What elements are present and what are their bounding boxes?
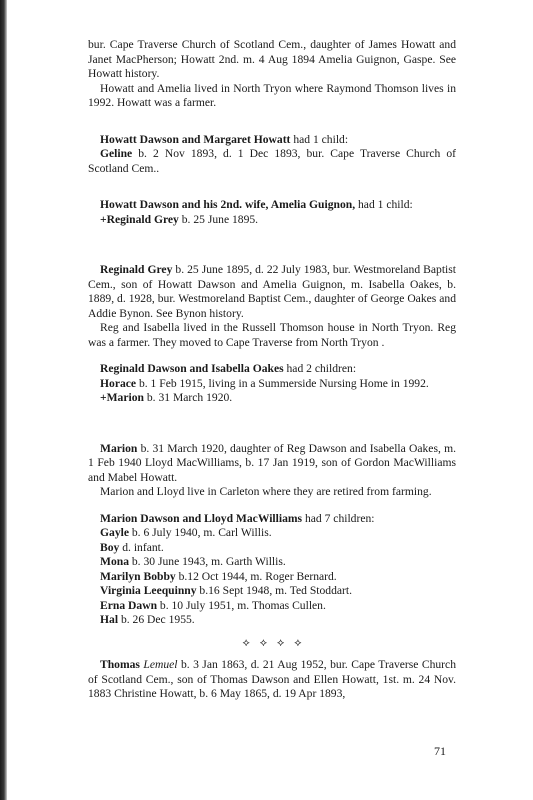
family-heading: [88, 362, 456, 377]
biography-text: b. 3 Jan 1863, d. 21 Aug 1952, bur. Cape Traverse Church of Scotland Cem., son of Thomas Dawson and Ellen Howatt, 1st. m. 24 Nov. 1883 Christine Howatt, b. 6 May 1865, d. 19 Apr 1893,: [88, 658, 456, 700]
couple-names: Marion Dawson and Lloyd MacWilliams: [100, 511, 303, 525]
children-count: had 1 child:: [290, 132, 349, 146]
child-details: b. 31 March 1920.: [143, 391, 233, 404]
person-name: Reginald Grey: [100, 263, 173, 276]
child-entry: [88, 391, 456, 406]
child-entry: [88, 147, 456, 176]
child-name: Boy: [100, 540, 120, 554]
person-name: Marion: [100, 441, 138, 455]
children-count: had 2 children:: [283, 362, 357, 375]
paragraph: Reg and Isabella lived in the Russell Thomson house in North Tryon. Reg was a farmer. They moved to Cape Traverse from North Tryon .: [88, 321, 456, 349]
child-entry: [88, 599, 456, 614]
child-details: d. infant.: [119, 540, 164, 554]
child-name: Hal: [100, 613, 119, 626]
child-name: Horace: [100, 376, 137, 390]
child-name: Virginia Leequinny: [100, 584, 197, 597]
child-details: b. 2 Nov 1893, d. 1 Dec 1893, bur. Cape Traverse Church of Scotland Cem..: [88, 147, 456, 175]
child-entry: [88, 213, 456, 228]
paragraph: Marion and Lloyd live in Carleton where they are retired from farming.: [100, 485, 432, 498]
biography-text: b. 31 March 1920, daughter of Reg Dawson and Isabella Oakes, m. 1 Feb 1940 Lloyd MacWilliams, b. 17 Jan 1919, son of Gordon MacWilliams and Mabel Howatt.: [88, 441, 456, 484]
child-details: b.12 Oct 1944, m. Roger Bernard.: [175, 569, 337, 583]
couple-names: Reginald Dawson and Isabella Oakes: [100, 362, 284, 375]
child-entry: [88, 377, 456, 392]
biography-text: b. 25 June 1895, d. 22 July 1983, bur. Westmoreland Baptist Cem., son of Howatt Dawson and Amelia Guignon, m. Isabella Oakes, b. 1889, d. 1928, bur. Westmoreland Baptist Cem., daughter of George Oakes and Addie Bynon. See Bynon history.: [88, 263, 456, 320]
family-heading: [88, 512, 456, 527]
child-entry: [88, 541, 456, 556]
biography-entry: [88, 658, 456, 702]
child-details: b. 25 June 1895.: [178, 212, 259, 226]
paragraph: Howatt and Amelia lived in North Tryon where Raymond Thomson lives in 1992. Howatt was a farmer.: [88, 81, 456, 109]
child-details: b. 6 July 1940, m. Carl Willis.: [128, 526, 272, 539]
child-entry: [88, 570, 456, 585]
child-entry: [88, 526, 456, 541]
child-name: Marilyn Bobby: [100, 569, 176, 583]
child-name: Erna Dawn: [100, 598, 158, 612]
child-name: +Marion: [100, 391, 144, 404]
family-heading: [88, 133, 456, 148]
children-count: had 1 child:: [355, 198, 413, 211]
person-middle-name: Lemuel: [143, 658, 178, 671]
binding-edge-shadow: [0, 0, 7, 800]
child-entry: [88, 555, 456, 570]
biography-entry: [88, 263, 456, 321]
child-name: Gayle: [100, 526, 129, 539]
child-details: b. 10 July 1951, m. Thomas Cullen.: [157, 598, 326, 612]
paragraph: bur. Cape Traverse Church of Scotland Cem., daughter of James Howatt and Janet MacPherson; Howatt 2nd. m. 4 Aug 1894 Amelia Guignon, Gaspe. See Howatt history.: [88, 38, 456, 80]
child-entry: [88, 584, 456, 599]
child-name: Mona: [100, 555, 129, 568]
child-details: b.16 Sept 1948, m. Ted Stoddart.: [196, 584, 353, 597]
child-entry: [88, 613, 456, 628]
child-details: b. 26 Dec 1955.: [118, 613, 195, 626]
children-count: had 7 children:: [302, 511, 375, 525]
page-number: 71: [434, 744, 446, 758]
child-details: b. 1 Feb 1915, living in a Summerside Nursing Home in 1992.: [136, 376, 429, 390]
section-divider-ornament: ⟡⟡⟡⟡: [242, 636, 312, 649]
person-name: Thomas: [100, 658, 140, 671]
family-heading: [88, 198, 456, 213]
page-body: [88, 38, 456, 702]
couple-names: Howatt Dawson and Margaret Howatt: [100, 132, 291, 146]
biography-entry: [88, 442, 456, 486]
couple-names: Howatt Dawson and his 2nd. wife, Amelia Guignon,: [100, 198, 356, 211]
child-name: +Reginald Grey: [100, 212, 179, 226]
child-details: b. 30 June 1943, m. Garth Willis.: [128, 555, 286, 568]
child-name: Geline: [100, 147, 133, 160]
